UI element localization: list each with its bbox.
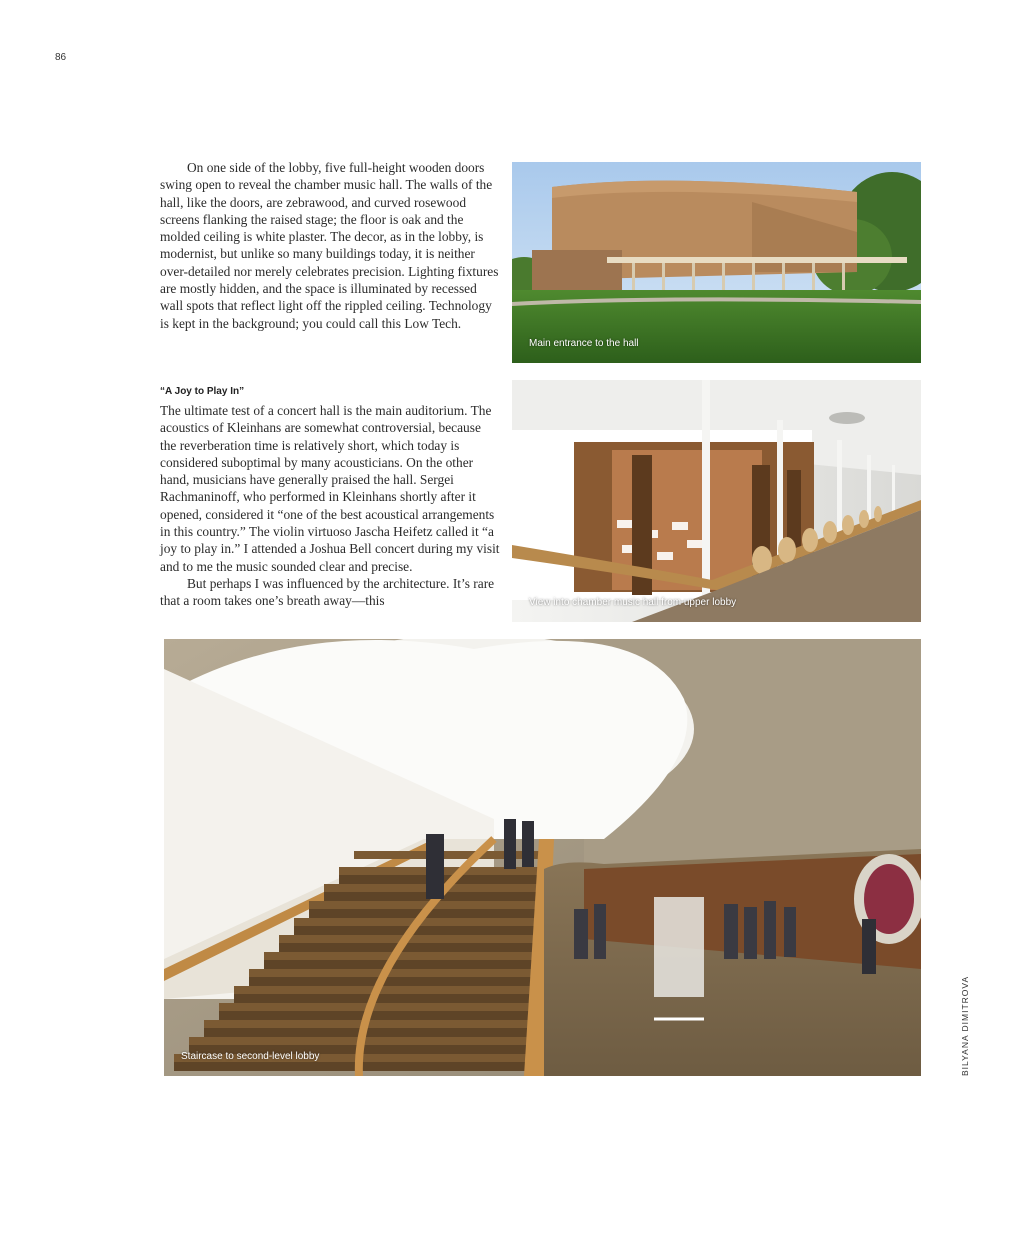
- article-column-bottom: [160, 402, 500, 610]
- page-number: 86: [55, 52, 67, 63]
- photo-credit: BILYANA DIMITROVA: [960, 975, 970, 1076]
- section-subheading: “A Joy to Play In”: [160, 386, 245, 397]
- photo-chamber-music-hall: [512, 380, 921, 622]
- article-paragraph: But perhaps I was influenced by the architecture. It’s rare that a room takes one’s breath away—this: [160, 575, 495, 609]
- photo-staircase-image: [164, 639, 921, 1076]
- photo-staircase: [164, 639, 921, 1076]
- photo-caption: View into chamber music hall from upper lobby: [529, 597, 737, 608]
- photo-caption: Staircase to second-level lobby: [181, 1051, 320, 1062]
- article-paragraph: On one side of the lobby, five full-height wooden doors swing open to reveal the chamber music hall. The walls of the hall, like the doors, are zebrawood, and curved rosewood screens flanking the raised stage; the floor is oak and the molded ceiling is white plaster. The decor, as in the lobby, is modernist, but unlike so many buildings today, it is neither over-detailed nor merely celebrates precision. Lighting fixtures are mostly hidden, and the space is illuminated by recessed wall spots that reflect light off the rippled ceiling. Technology is kept in the background; you could call this Low Tech.: [160, 160, 499, 331]
- photo-main-entrance-image: [512, 162, 921, 363]
- article-column-top: [160, 159, 500, 332]
- photo-main-entrance: [512, 162, 921, 363]
- photo-chamber-music-hall-image: [512, 380, 921, 622]
- photo-caption: Main entrance to the hall: [529, 338, 639, 349]
- article-paragraph: The ultimate test of a concert hall is the main auditorium. The acoustics of Kleinhans are somewhat controversial, because the reverberation time is relatively short, which today is considered suboptimal by many acousticians. On the other hand, musicians have generally praised the hall. Sergei Rachmaninoff, who performed in Kleinhans shortly after it opened, considered it “one of the best acoustical arrangements in this country.” The violin virtuoso Jascha Heifetz called it “a joy to play in.” I attended a Joshua Bell concert during my visit and to me the music sounded clear and precise.: [160, 403, 500, 574]
